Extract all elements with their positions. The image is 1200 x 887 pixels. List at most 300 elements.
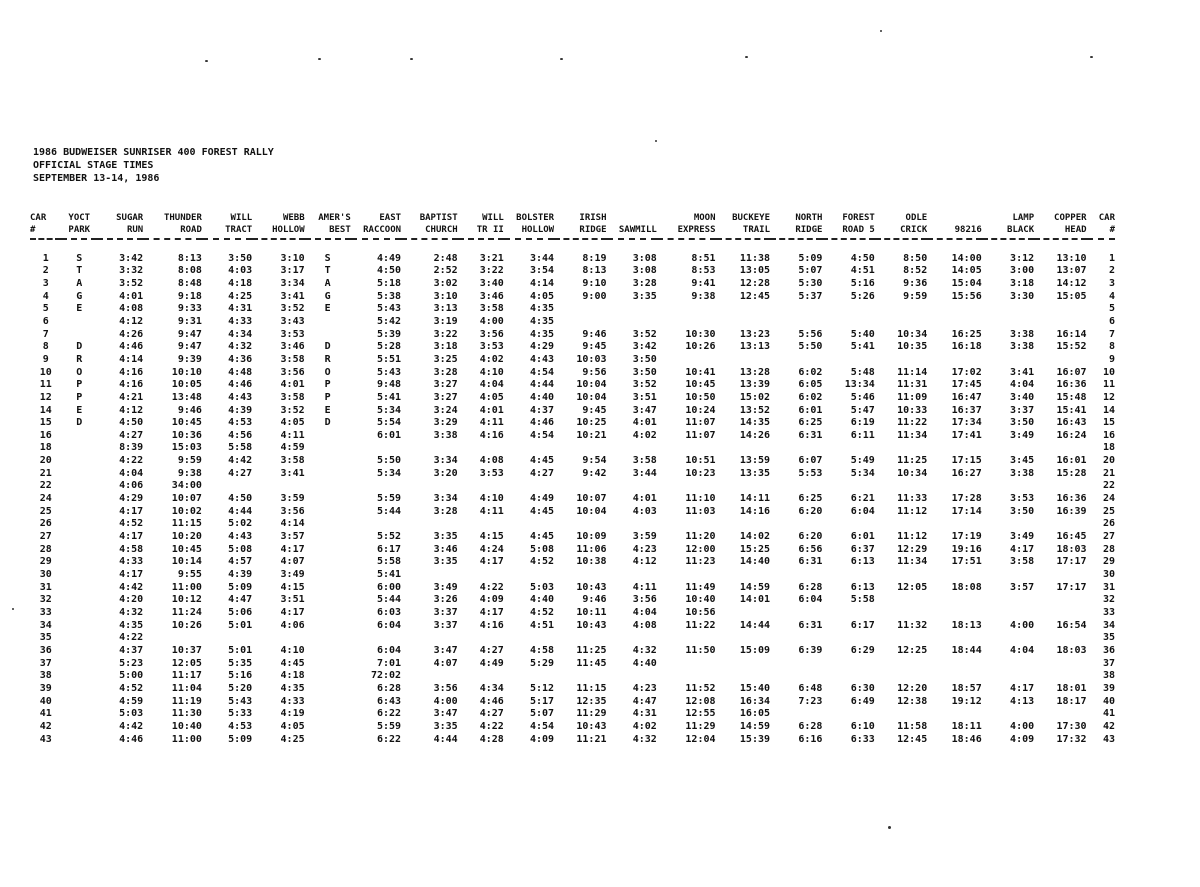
table-cell: 14:40 <box>739 556 771 568</box>
table-cell: 4:14 <box>119 353 144 365</box>
table-cell: D <box>76 341 83 353</box>
table-cell: 10:26 <box>685 341 716 353</box>
table-cell <box>982 569 1034 582</box>
table-cell: 20 <box>1102 455 1115 467</box>
table-cell: 4:39 <box>228 569 253 581</box>
table-cell <box>202 632 252 645</box>
table-cell: 17:41 <box>951 429 982 441</box>
table-cell: 5:29 <box>530 657 555 669</box>
table-cell: 4:10 <box>479 366 504 378</box>
table-cell: 35 <box>1102 632 1115 644</box>
table-cell: 25 <box>1102 505 1115 517</box>
table-cell: 3:29 <box>433 417 458 429</box>
table-cell: 3:18 <box>433 341 458 353</box>
table-cell: 4:16 <box>119 366 144 378</box>
table-cell: 3:38 <box>1010 467 1035 479</box>
table-cell <box>875 607 927 620</box>
table-cell: 9:46 <box>177 404 202 416</box>
table-cell: 4:17 <box>479 607 504 619</box>
table-cell <box>554 670 606 683</box>
table-cell: 15:25 <box>739 543 771 555</box>
table-cell: 4:44 <box>433 733 458 745</box>
table-cell: 9:36 <box>903 277 928 289</box>
table-cell <box>657 442 716 455</box>
table-cell: 3:52 <box>280 404 305 416</box>
column-header-bottom: SAWMILL <box>607 224 657 239</box>
table-cell <box>657 303 716 316</box>
column-header-bottom: RIDGE <box>770 224 822 239</box>
table-cell: 11:10 <box>685 493 716 505</box>
table-cell: 9:38 <box>691 290 716 302</box>
table-cell: 19:12 <box>951 695 982 707</box>
table-cell: 3:50 <box>228 252 253 264</box>
table-cell <box>982 518 1034 531</box>
table-cell: 16:27 <box>951 467 982 479</box>
table-cell: 4:26 <box>119 328 144 340</box>
table-cell <box>822 658 874 671</box>
table-cell: 4:50 <box>376 265 402 277</box>
table-cell: 6:02 <box>798 391 823 403</box>
table-cell: 14 <box>39 404 52 416</box>
table-cell: 5:30 <box>798 277 823 289</box>
table-cell: 43 <box>39 733 52 745</box>
table-cell <box>305 531 351 544</box>
table-cell <box>401 569 458 582</box>
table-cell: 4:59 <box>280 442 305 454</box>
table-cell: 3:27 <box>433 379 458 391</box>
scan-speck <box>12 608 14 610</box>
table-cell: 14:00 <box>951 252 982 264</box>
table-cell: 3:38 <box>1010 341 1035 353</box>
table-cell: 13:48 <box>171 391 202 403</box>
table-cell <box>61 708 97 721</box>
table-cell: 11 <box>1102 379 1115 391</box>
column-header-bottom: RIDGE <box>554 224 606 239</box>
table-cell: 27 <box>39 531 52 543</box>
table-cell: 4:00 <box>479 315 504 327</box>
table-cell: 3:12 <box>1010 252 1035 264</box>
table-cell: 4:09 <box>1010 733 1035 745</box>
table-cell: 11:49 <box>685 581 716 593</box>
table-cell: 3:21 <box>479 252 504 264</box>
column-header-bottom: ROAD <box>143 224 202 239</box>
table-cell <box>1034 316 1086 329</box>
table-cell <box>927 480 982 493</box>
table-cell: 4:56 <box>228 429 253 441</box>
table-cell: 31 <box>39 581 52 593</box>
scan-speck <box>745 56 748 58</box>
table-cell <box>716 518 771 531</box>
table-cell <box>458 480 504 493</box>
table-cell: 5:18 <box>376 277 402 289</box>
table-cell <box>875 632 927 645</box>
table-cell: 11:31 <box>897 379 928 391</box>
table-row <box>30 556 1115 569</box>
table-cell <box>657 569 716 582</box>
table-cell: 4:46 <box>119 341 144 353</box>
table-cell: 6:22 <box>376 733 402 745</box>
table-cell: 9:41 <box>691 277 716 289</box>
table-cell: 4:12 <box>119 404 144 416</box>
table-cell <box>1034 480 1086 493</box>
table-cell: 15:52 <box>1056 341 1087 353</box>
table-cell: 4:17 <box>119 569 144 581</box>
table-cell <box>61 582 97 595</box>
table-cell: 36 <box>39 644 52 656</box>
table-cell: 4:58 <box>530 644 555 656</box>
table-cell: 16:01 <box>1056 455 1087 467</box>
table-cell <box>770 708 822 721</box>
table-cell: 4:59 <box>119 695 144 707</box>
table-cell: 35 <box>39 632 52 644</box>
table-cell: 4:46 <box>479 695 504 707</box>
table-cell: 4:05 <box>280 417 305 429</box>
table-row <box>30 265 1115 278</box>
table-cell: 4:03 <box>228 265 253 277</box>
table-cell: 15:09 <box>739 644 771 656</box>
table-cell: 14:35 <box>739 417 771 429</box>
table-cell: 10:04 <box>576 379 607 391</box>
table-cell: 42 <box>39 720 52 732</box>
table-cell: 6:48 <box>798 682 823 694</box>
table-cell: 4:17 <box>280 543 305 555</box>
table-cell: 15:28 <box>1056 467 1087 479</box>
table-cell: 4:52 <box>530 607 555 619</box>
table-cell: 5:07 <box>530 708 555 720</box>
table-cell: 10:03 <box>576 353 607 365</box>
table-cell: 16:07 <box>1056 366 1087 378</box>
table-cell: 4:17 <box>119 531 144 543</box>
table-cell: 3:56 <box>280 366 305 378</box>
table-cell: 18:11 <box>951 720 982 732</box>
table-cell: 3:28 <box>433 505 458 517</box>
table-cell: 4:37 <box>119 644 144 656</box>
table-cell: 5:34 <box>376 404 402 416</box>
table-cell: 4:31 <box>632 708 657 720</box>
table-cell: 10:04 <box>576 391 607 403</box>
table-cell: 5:01 <box>228 619 253 631</box>
table-cell: 9:47 <box>177 328 202 340</box>
table-cell: 10:36 <box>171 429 202 441</box>
table-cell: 4:11 <box>632 581 657 593</box>
table-cell: 3:28 <box>632 277 657 289</box>
table-cell: 4:35 <box>530 303 555 315</box>
table-cell: 3:42 <box>119 252 144 264</box>
table-cell: 4:54 <box>530 366 555 378</box>
table-cell <box>875 569 927 582</box>
table-cell: 4:47 <box>228 594 253 606</box>
table-cell <box>61 594 97 607</box>
table-cell: 11:00 <box>171 581 202 593</box>
table-cell <box>1034 569 1086 582</box>
table-cell: 4:29 <box>530 341 555 353</box>
table-cell: 3:58 <box>479 303 504 315</box>
table-cell: 6:01 <box>850 531 875 543</box>
table-cell: 5:40 <box>850 328 875 340</box>
table-cell: 1 <box>42 252 49 264</box>
column-header-bottom: ROAD 5 <box>822 224 874 239</box>
table-cell: 11:33 <box>897 493 928 505</box>
table-cell <box>61 493 97 506</box>
table-cell: 6:01 <box>798 404 823 416</box>
table-cell: O <box>324 366 331 378</box>
table-cell <box>657 354 716 367</box>
table-cell: 3:52 <box>280 303 305 315</box>
column-header-bottom: 98216 <box>927 224 982 239</box>
table-cell: 13:05 <box>739 265 771 277</box>
table-cell: 4:35 <box>530 315 555 327</box>
table-cell <box>875 658 927 671</box>
table-cell: 3:46 <box>433 543 458 555</box>
table-cell: 31 <box>1102 581 1115 593</box>
table-cell: 4:32 <box>632 733 657 745</box>
table-cell: 17:19 <box>951 531 982 543</box>
table-cell <box>305 430 351 443</box>
table-cell: 3:58 <box>632 455 657 467</box>
table-cell <box>1034 303 1086 316</box>
table-cell: 5:35 <box>228 657 253 669</box>
table-cell <box>401 518 458 531</box>
table-cell: 4:10 <box>280 644 305 656</box>
table-cell: 5:06 <box>228 607 253 619</box>
table-cell <box>822 303 874 316</box>
table-cell <box>875 480 927 493</box>
table-cell: T <box>76 265 83 277</box>
table-cell: 4:47 <box>632 695 657 707</box>
table-cell <box>927 354 982 367</box>
table-cell: 36 <box>1102 644 1115 656</box>
table-cell: 4:42 <box>119 581 144 593</box>
table-cell: 15:56 <box>951 290 982 302</box>
table-row <box>30 430 1115 443</box>
table-cell: 4:01 <box>119 290 144 302</box>
column-header-top: CAR <box>30 213 47 223</box>
table-cell: 5:47 <box>850 404 875 416</box>
table-row <box>30 594 1115 607</box>
table-cell: 3:35 <box>433 720 458 732</box>
column-header-bottom: EXPRESS <box>657 224 716 239</box>
table-cell <box>927 518 982 531</box>
table-cell: 10:02 <box>171 505 202 517</box>
table-cell: 4:40 <box>530 594 555 606</box>
table-cell: 3:02 <box>433 277 458 289</box>
table-cell: 7:23 <box>798 695 823 707</box>
table-cell: 18 <box>1102 442 1115 454</box>
table-cell: 3:47 <box>632 404 657 416</box>
table-cell: 10:30 <box>685 328 716 340</box>
table-cell: 4:46 <box>119 733 144 745</box>
table-cell <box>61 607 97 620</box>
table-cell <box>927 303 982 316</box>
table-cell: 3:35 <box>433 556 458 568</box>
table-cell: 16:36 <box>1056 493 1087 505</box>
table-cell: 4:12 <box>632 556 657 568</box>
table-cell: 10:21 <box>576 429 607 441</box>
table-cell: 5:16 <box>850 277 875 289</box>
table-cell: 9:00 <box>582 290 607 302</box>
table-row <box>30 493 1115 506</box>
table-cell: 8:53 <box>691 265 716 277</box>
table-cell <box>770 607 822 620</box>
table-cell: 3:50 <box>632 353 657 365</box>
table-cell: 5:26 <box>850 290 875 302</box>
table-cell: 9:59 <box>177 455 202 467</box>
table-cell: 11:07 <box>685 417 716 429</box>
table-cell: 9:18 <box>177 290 202 302</box>
table-cell: 5:56 <box>798 328 823 340</box>
table-cell: 6:04 <box>376 644 402 656</box>
table-cell <box>504 632 554 645</box>
column-header-bottom: HOLLOW <box>504 224 554 239</box>
table-cell: D <box>324 417 331 429</box>
table-cell: 9:38 <box>177 467 202 479</box>
table-cell: 4:50 <box>850 252 875 264</box>
table-cell: 28 <box>39 543 52 555</box>
table-cell: 3:24 <box>433 404 458 416</box>
table-cell: 9:42 <box>582 467 607 479</box>
table-cell <box>607 442 657 455</box>
table-cell: 3:13 <box>433 303 458 315</box>
table-cell: 3:26 <box>433 594 458 606</box>
table-cell <box>607 569 657 582</box>
table-cell <box>61 544 97 557</box>
table-cell: 4 <box>1108 290 1115 302</box>
table-cell <box>1034 708 1086 721</box>
table-cell: 14:26 <box>739 429 771 441</box>
table-cell: 32 <box>39 594 52 606</box>
table-cell: 5:48 <box>850 366 875 378</box>
table-cell: 10:20 <box>171 531 202 543</box>
table-cell: 9:56 <box>582 366 607 378</box>
table-cell <box>607 303 657 316</box>
table-cell: 4:02 <box>632 720 657 732</box>
table-cell: 4:16 <box>479 619 504 631</box>
table-cell: 4:17 <box>280 607 305 619</box>
table-cell: 10:33 <box>897 404 928 416</box>
table-cell: 12:20 <box>897 682 928 694</box>
table-cell: E <box>76 404 83 416</box>
table-cell <box>305 670 351 683</box>
table-cell: 4:50 <box>228 493 253 505</box>
table-cell: 34 <box>1102 619 1115 631</box>
table-cell: 12:55 <box>685 708 716 720</box>
table-cell <box>61 506 97 519</box>
table-cell: 4:27 <box>479 644 504 656</box>
table-cell <box>875 594 927 607</box>
table-cell: 11:23 <box>685 556 716 568</box>
table-row <box>30 379 1115 392</box>
table-cell <box>927 632 982 645</box>
table-cell: 18:03 <box>1056 543 1087 555</box>
table-cell: 3:49 <box>1010 531 1035 543</box>
table-cell: 10:43 <box>576 720 607 732</box>
table-cell: 6:31 <box>798 556 823 568</box>
table-cell: 11:34 <box>897 429 928 441</box>
table-cell: 4:32 <box>632 644 657 656</box>
table-cell: 21 <box>1102 467 1115 479</box>
table-cell: 4:15 <box>280 581 305 593</box>
table-cell <box>305 506 351 519</box>
table-cell: 10:34 <box>897 467 928 479</box>
table-cell: A <box>76 277 83 289</box>
table-cell: 42 <box>1102 720 1115 732</box>
table-cell: 14:12 <box>1056 277 1087 289</box>
table-cell: 12:05 <box>171 657 202 669</box>
table-cell: 5:58 <box>376 556 402 568</box>
table-cell <box>716 303 771 316</box>
table-cell: 5:08 <box>228 543 253 555</box>
table-cell <box>252 632 304 645</box>
column-header-bottom: PARK <box>61 224 97 239</box>
table-cell: 17:45 <box>951 379 982 391</box>
table-row <box>30 354 1115 367</box>
table-cell: 4:52 <box>530 556 555 568</box>
table-cell: 3:41 <box>1010 366 1035 378</box>
table-cell <box>305 594 351 607</box>
table-cell: 14:11 <box>739 493 771 505</box>
table-cell: 9:46 <box>582 328 607 340</box>
table-cell: 11:14 <box>897 366 928 378</box>
table-cell <box>657 670 716 683</box>
table-cell: 6:28 <box>798 720 823 732</box>
table-cell: 4:44 <box>530 379 555 391</box>
table-cell <box>716 569 771 582</box>
table-cell: E <box>324 404 331 416</box>
table-cell <box>305 658 351 671</box>
table-cell: 37 <box>39 657 52 669</box>
table-cell <box>1034 354 1086 367</box>
table-cell: 6:30 <box>850 682 875 694</box>
table-cell: 4:35 <box>530 328 555 340</box>
table-cell: 4:25 <box>280 733 305 745</box>
table-cell: 29 <box>39 556 52 568</box>
table-cell: 14 <box>1102 404 1115 416</box>
table-cell: 1 <box>1108 252 1115 264</box>
table-cell: 4:22 <box>119 632 144 644</box>
table-cell: 16:36 <box>1056 379 1087 391</box>
table-cell: 11:04 <box>171 682 202 694</box>
table-cell: E <box>76 303 83 315</box>
table-cell: 5:09 <box>228 733 253 745</box>
table-cell: 3:35 <box>433 531 458 543</box>
table-cell: 16:45 <box>1056 531 1087 543</box>
table-row <box>30 455 1115 468</box>
table-cell: 7 <box>1108 328 1115 340</box>
table-cell: 18 <box>39 442 52 454</box>
table-cell <box>305 556 351 569</box>
table-cell: 15 <box>1102 417 1115 429</box>
table-cell <box>143 632 202 645</box>
table-cell: 5:33 <box>228 708 253 720</box>
table-cell: 4:27 <box>228 467 253 479</box>
table-cell: 4:22 <box>119 455 144 467</box>
table-cell: 15:41 <box>1056 404 1087 416</box>
table-cell <box>305 544 351 557</box>
table-cell: 26 <box>39 518 52 530</box>
table-cell: 4:46 <box>530 417 555 429</box>
report-subtitle: OFFICIAL STAGE TIMES <box>33 160 154 171</box>
table-cell <box>716 658 771 671</box>
table-cell: 3:51 <box>280 594 305 606</box>
table-cell <box>305 645 351 658</box>
table-cell: 34:00 <box>171 480 202 492</box>
table-cell: 34 <box>39 619 52 631</box>
table-cell: 3:52 <box>632 379 657 391</box>
column-header-top: BAPTIST <box>419 213 458 223</box>
table-cell <box>401 670 458 683</box>
table-cell: 11:15 <box>171 518 202 530</box>
table-cell: 4:05 <box>530 290 555 302</box>
